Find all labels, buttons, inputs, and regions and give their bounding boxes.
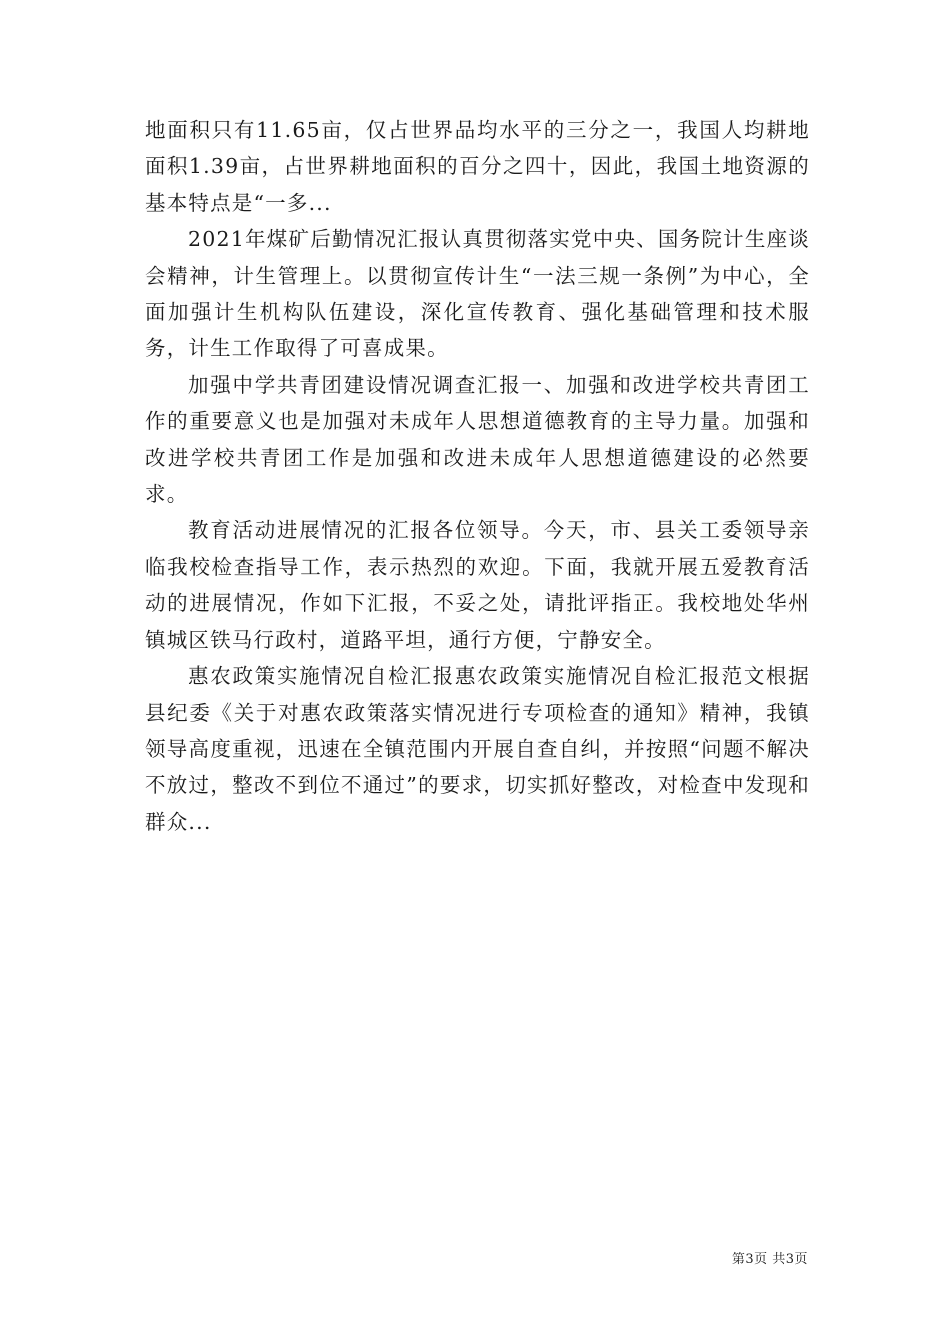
- paragraph-5: 惠农政策实施情况自检汇报惠农政策实施情况自检汇报范文根据县纪委《关于对惠农政策落实情况进行专项检查的通知》精神，我镇领导高度重视，迅速在全镇范围内开展自查自纠，并按照“问题不解决不放过，整改不到位不通过”的要求，切实抓好整改，对检查中发现和群众...: [145, 664, 810, 834]
- document-body: [145, 112, 810, 840]
- paragraph-3: 加强中学共青团建设情况调查汇报一、加强和改进学校共青团工作的重要意义也是加强对未成年人思想道德教育的主导力量。加强和改进学校共青团工作是加强和改进未成年人思想道德建设的必然要求。: [145, 372, 810, 507]
- page-number: 第3页 共3页: [731, 1252, 808, 1267]
- paragraph-4: 教育活动进展情况的汇报各位领导。今天，市、县关工委领导亲临我校检查指导工作，表示热烈的欢迎。下面，我就开展五爱教育活动的进展情况，作如下汇报，不妥之处，请批评指正。我校地处华州镇城区铁马行政村，道路平坦，通行方便，宁静安全。: [145, 518, 810, 652]
- paragraph-1: 地面积只有11.65亩，仅占世界品均水平的三分之一，我国人均耕地面积1.39亩，占世界耕地面积的百分之四十，因此，我国土地资源的基本特点是“一多...: [145, 118, 810, 215]
- paragraph-2: 2021年煤矿后勤情况汇报认真贯彻落实党中央、国务院计生座谈会精神，计生管理上。以贯彻宣传计生“一法三规一条例”为中心，全面加强计生机构队伍建设，深化宣传教育、强化基础管理和技术服务，计生工作取得了可喜成果。: [145, 227, 810, 361]
